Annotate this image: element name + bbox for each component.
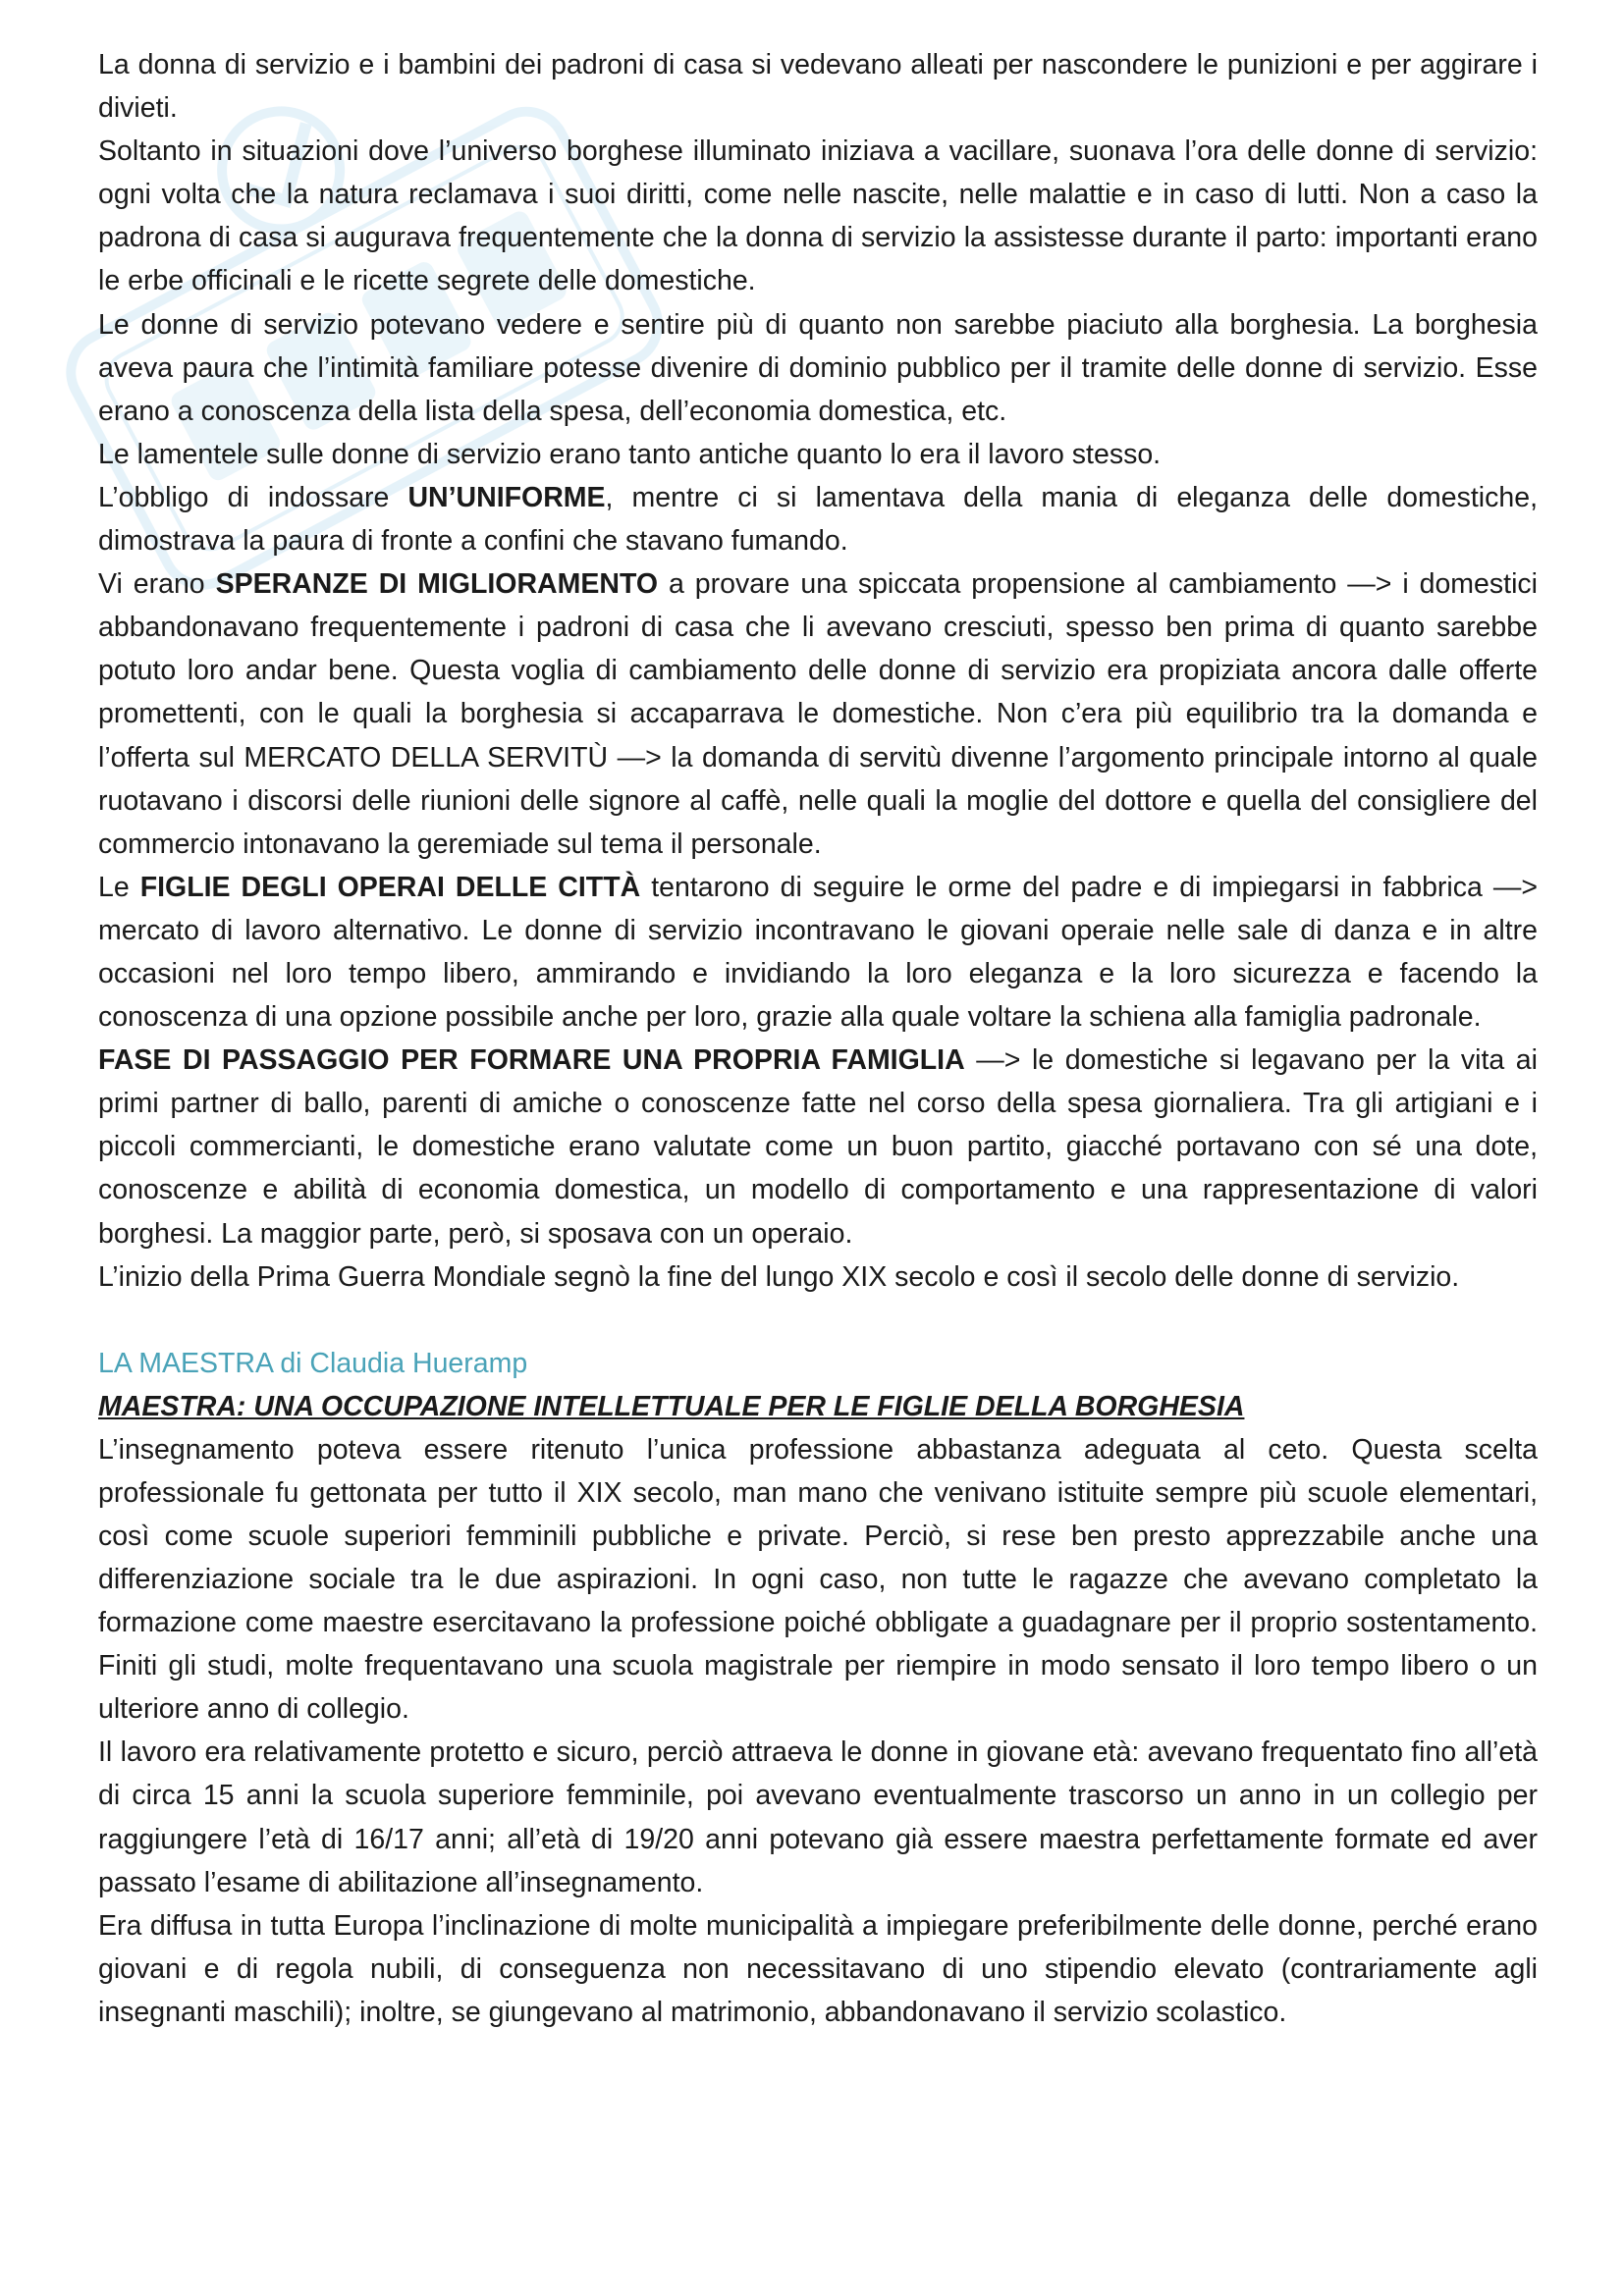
paragraph (98, 433, 1538, 476)
paragraph (98, 303, 1538, 433)
text-run: Vi erano (98, 568, 216, 601)
text-run: L’inizio della Prima Guerra Mondiale segnò la fine del lungo XIX secolo e così il secolo delle donne di servizio. (98, 1260, 1460, 1293)
section-gap (98, 1299, 1538, 1342)
body-text-part2 (98, 1428, 1538, 2034)
text-run: La donna di servizio e i bambini dei padroni di casa si vedevano alleati per nascondere le punizioni e per aggirare i divieti. (98, 49, 1538, 125)
section-subtitle: MAESTRA: UNA OCCUPAZIONE INTELLETTUALE PER LE FIGLIE DELLA BORGHESIA (98, 1390, 1245, 1422)
paragraph (98, 43, 1538, 130)
page-content (98, 43, 1538, 2034)
bold-term: UN’UNIFORME (407, 481, 606, 513)
paragraph (98, 866, 1538, 1039)
text-run: , mentre ci si lamentava della mania di eleganza delle domestiche, dimostrava la paura di fronte a confini che stavano fumando. (98, 481, 1538, 558)
paragraph (98, 1255, 1538, 1299)
paragraph (98, 130, 1538, 302)
text-run: Le donne di servizio potevano vedere e sentire più di quanto non sarebbe piaciuto alla borghesia. La borghesia aveva paura che l’intimità familiare potesse divenire di dominio pubblico per il tramite delle donne di servizio. Esse erano a conoscenza della lista della spesa, dell’economia domestica, etc. (98, 308, 1538, 427)
text-run: Le lamentele sulle donne di servizio erano tanto antiche quanto lo era il lavoro stesso. (98, 438, 1162, 470)
bold-term: SPERANZE DI MIGLIORAMENTO (215, 568, 659, 601)
text-run: Era diffusa in tutta Europa l’inclinazione di molte municipalità a impiegare preferibilmente delle donne, perché erano giovani e di regola nubili, di conseguenza non necessitavano di uno stipendio elevato (contrariamente agli insegnanti maschili); inoltre, se giungevano al matrimonio, abbandonavano il servizio scolastico. (98, 1909, 1538, 2028)
paragraph (98, 562, 1538, 866)
paragraph (98, 476, 1538, 562)
text-run: a provare una spiccata propensione al cambiamento —> i domestici abbandonavano frequentemente i padroni di casa che li avevano cresciuti, spesso ben prima di quanto sarebbe potuto loro andar bene. Questa voglia di cambiamento delle donne di servizio era propiziata ancora dalle offerte promettenti, con le quali la borghesia si accaparrava le domestiche. Non c’era più equilibrio tra la domanda e l’offerta sul MERCATO DELLA SERVITÙ —> la domanda di servitù divenne l’argomento principale intorno al quale ruotavano i discorsi delle riunioni delle signore al caffè, nelle quali la moglie del dottore e quella del consigliere del commercio intonavano la geremiade sul tema il personale. (98, 568, 1538, 860)
text-run: —> le domestiche si legavano per la vita ai primi partner di ballo, parenti di amiche o conoscenze fatte nel corso della spesa giornaliera. Tra gli artigiani e i piccoli commercianti, le domestiche erano valutate come un buon partito, giacché portavano con sé una dote, conoscenze e abilità di economia domestica, un modello di comportamento e una rappresentazione di valori borghesi. La maggior parte, però, si sposava con un operaio. (98, 1044, 1538, 1250)
paragraph (98, 1904, 1538, 2034)
text-run: L’obbligo di indossare (98, 481, 408, 513)
text-run: L’insegnamento poteva essere ritenuto l’unica professione abbastanza adeguata al ceto. Questa scelta professionale fu gettonata per tutto il XIX secolo, man mano che venivano istituite sempre più scuole elementari, così come scuole superiori femminili pubbliche e private. Perciò, si rese ben presto apprezzabile anche una differenziazione sociale tra le due aspirazioni. In ogni caso, non tutte le ragazze che avevano completato la formazione come maestre esercitavano la professione poiché obbligate a guadagnare per il proprio sostentamento. Finiti gli studi, molte frequentavano una scuola magistrale per riempire in modo sensato il loro tempo libero o un ulteriore anno di collegio. (98, 1433, 1538, 1726)
paragraph (98, 1428, 1538, 1732)
bold-term: FASE DI PASSAGGIO PER FORMARE UNA PROPRIA FAMIGLIA (98, 1044, 965, 1077)
text-run: Soltanto in situazioni dove l’universo borghese illuminato iniziava a vacillare, suonava l’ora delle donne di servizio: ogni volta che la natura reclamava i suoi diritti, come nelle nascite, nelle malattie e in caso di lutti. Non a caso la padrona di casa si augurava frequentemente che la donna di servizio la assistesse durante il parto: importanti erano le erbe officinali e le ricette segrete delle domestiche. (98, 135, 1538, 297)
bold-term: FIGLIE DEGLI OPERAI DELLE CITTÀ (139, 871, 641, 903)
text-run: Le (98, 871, 140, 903)
text-run: tentarono di seguire le orme del padre e di impiegarsi in fabbrica —> mercato di lavoro alternativo. Le donne di servizio incontravano le giovani operaie nelle sale di danza e in altre occasioni nel loro tempo libero, ammirando e invidiando la loro eleganza e la loro sicurezza e facendo la conoscenza di una opzione possibile anche per loro, grazie alla quale voltare la schiena alla famiglia padronale. (98, 871, 1538, 1034)
body-text-part1 (98, 43, 1538, 1299)
section-title: LA MAESTRA di Claudia Hueramp (98, 1347, 528, 1379)
paragraph (98, 1039, 1538, 1255)
text-run: Il lavoro era relativamente protetto e sicuro, perciò attraeva le donne in giovane età: avevano frequentato fino all’età di circa 15 anni la scuola superiore femminile, poi avevano eventualmente trascorso un anno in un collegio per raggiungere l’età di 16/17 anni; all’età di 19/20 anni potevano già essere maestra perfettamente formate ed aver passato l’esame di abilitazione all’insegnamento. (98, 1736, 1538, 1898)
paragraph (98, 1731, 1538, 1903)
